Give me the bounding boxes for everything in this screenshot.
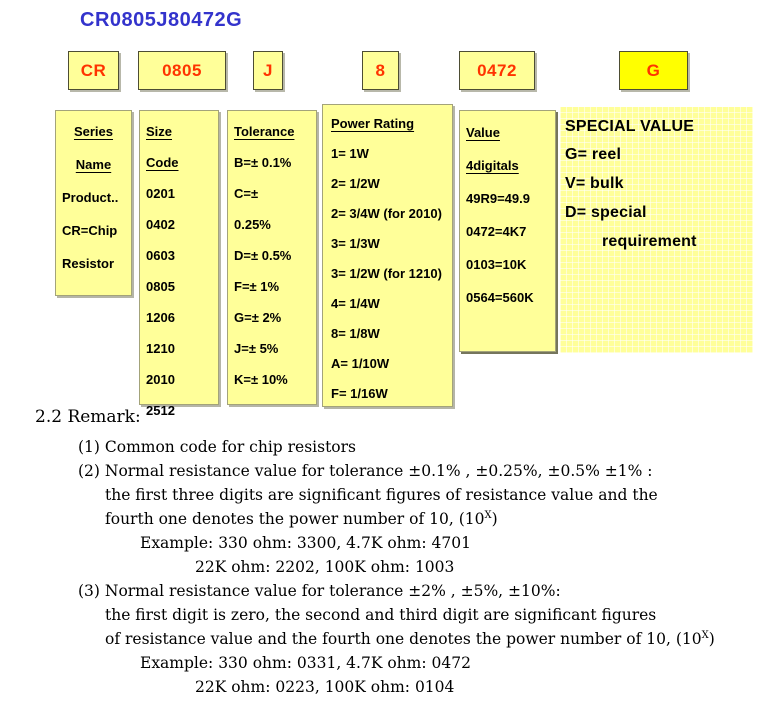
remark-line: (2) Normal resistance value for tolerance ±0.1% , ±0.25%, ±0.5% ±1% : bbox=[78, 462, 653, 480]
special-value-panel bbox=[560, 107, 753, 353]
value-panel-headers bbox=[460, 116, 555, 182]
panel-item: 1206 bbox=[146, 310, 175, 325]
code-box-series bbox=[68, 51, 119, 90]
power-panel-items bbox=[323, 139, 452, 409]
special-panel-items bbox=[560, 140, 753, 256]
panel-item: 0201 bbox=[146, 186, 175, 201]
panel-item: 0103=10K bbox=[466, 257, 527, 272]
panel-header: Power Rating bbox=[331, 116, 415, 131]
panel-item: 49R9=49.9 bbox=[466, 191, 530, 206]
panel-item: requirement bbox=[602, 233, 697, 250]
size-code-panel bbox=[139, 110, 219, 418]
panel-item: 8= 1/8W bbox=[331, 326, 380, 341]
panel-item: C=± bbox=[234, 186, 259, 201]
value-panel bbox=[459, 110, 556, 352]
tolerance-panel-items bbox=[228, 147, 316, 395]
code-box-size bbox=[138, 51, 226, 90]
series-panel-items bbox=[56, 181, 131, 280]
panel-header: 4digitals bbox=[466, 158, 519, 173]
remark-line: 22K ohm: 0223, 100K ohm: 0104 bbox=[195, 678, 455, 696]
panel-item: 1= 1W bbox=[331, 146, 369, 161]
panel-item: A= 1/10W bbox=[331, 356, 390, 371]
remark-line-text: of resistance value and the fourth one denotes the power number of 10, (10 bbox=[105, 630, 702, 648]
part-number-title: CR0805J80472G bbox=[80, 9, 243, 31]
remark-line bbox=[35, 507, 755, 531]
panel-item: 4= 1/4W bbox=[331, 296, 380, 311]
panel-item: 0564=560K bbox=[466, 290, 534, 305]
panel-item: 3= 1/2W (for 1210) bbox=[331, 266, 442, 281]
remark-line-text: ) bbox=[491, 510, 498, 528]
code-box-tolerance bbox=[253, 51, 283, 90]
panel-item: D=± 0.5% bbox=[234, 248, 292, 263]
code-box-special-label: G bbox=[646, 60, 661, 80]
remark-line: (3) Normal resistance value for tolerance ±2% , ±5%, ±10%: bbox=[78, 582, 561, 600]
remark-line-text: fourth one denotes the power number of 10, (10 bbox=[105, 510, 485, 528]
remark-line: the first digit is zero, the second and third digit are significant figures bbox=[105, 606, 657, 624]
code-box-tolerance-label: J bbox=[263, 60, 273, 80]
panel-item: V= bulk bbox=[565, 175, 624, 192]
panel-item: 2= 3/4W (for 2010) bbox=[331, 206, 442, 221]
panel-item: 2= 1/2W bbox=[331, 176, 380, 191]
size-panel-headers bbox=[140, 116, 218, 178]
panel-header: Value bbox=[466, 125, 500, 140]
code-box-value-label: 0472 bbox=[477, 60, 517, 80]
panel-header: Name bbox=[75, 157, 112, 172]
code-box-size-label: 0805 bbox=[162, 60, 202, 80]
panel-header: Size bbox=[146, 124, 173, 139]
panel-item: 0805 bbox=[146, 279, 175, 294]
power-panel-headers bbox=[323, 109, 452, 139]
remark-line-text: ) bbox=[708, 630, 715, 648]
panel-item: 3= 1/3W bbox=[331, 236, 380, 251]
remark-heading: 2.2 Remark: bbox=[35, 407, 141, 427]
panel-item: B=± 0.1% bbox=[234, 155, 292, 170]
panel-item: Product.. bbox=[62, 190, 119, 205]
panel-item: 1210 bbox=[146, 341, 175, 356]
panel-item: 0402 bbox=[146, 217, 175, 232]
panel-item: 0472=4K7 bbox=[466, 224, 527, 239]
code-box-power bbox=[362, 51, 399, 90]
power-rating-panel bbox=[322, 104, 453, 407]
panel-header: Tolerance bbox=[234, 124, 295, 139]
panel-item: K=± 10% bbox=[234, 372, 288, 387]
power-exponent: X bbox=[484, 509, 492, 521]
panel-item: Resistor bbox=[62, 256, 115, 271]
series-name-panel bbox=[55, 110, 132, 296]
remark-line: the first three digits are significant figures of resistance value and the bbox=[105, 486, 658, 504]
panel-item: 2010 bbox=[146, 372, 175, 387]
panel-item: 2512 bbox=[146, 403, 175, 418]
panel-header: Code bbox=[146, 155, 179, 170]
remark-line bbox=[35, 627, 755, 651]
remark-line: Example: 330 ohm: 3300, 4.7K ohm: 4701 bbox=[140, 534, 471, 552]
panel-item: G=± 2% bbox=[234, 310, 282, 325]
panel-item: J=± 5% bbox=[234, 341, 279, 356]
remark-line: Example: 330 ohm: 0331, 4.7K ohm: 0472 bbox=[140, 654, 471, 672]
panel-item: CR=Chip bbox=[62, 223, 118, 238]
code-box-special bbox=[619, 51, 688, 90]
panel-item: F= 1/16W bbox=[331, 386, 388, 401]
special-panel-title: SPECIAL VALUE bbox=[565, 118, 695, 135]
power-exponent: X bbox=[701, 629, 709, 641]
tolerance-panel-headers bbox=[228, 116, 316, 147]
panel-item: F=± 1% bbox=[234, 279, 280, 294]
panel-header: Series bbox=[73, 124, 114, 139]
panel-item: 0.25% bbox=[234, 217, 271, 232]
code-box-value bbox=[459, 51, 535, 90]
size-panel-items bbox=[140, 178, 218, 426]
tolerance-panel bbox=[227, 110, 317, 405]
panel-item: D= special bbox=[565, 204, 647, 221]
panel-item: G= reel bbox=[565, 146, 622, 163]
remark-line: (1) Common code for chip resistors bbox=[78, 438, 356, 456]
panel-item: 0603 bbox=[146, 248, 175, 263]
value-panel-items bbox=[460, 182, 555, 314]
remark-section bbox=[35, 406, 755, 699]
remark-line: 22K ohm: 2202, 100K ohm: 1003 bbox=[195, 558, 455, 576]
code-box-power-label: 8 bbox=[375, 60, 386, 80]
series-panel-headers bbox=[56, 115, 131, 181]
code-box-series-label: CR bbox=[80, 60, 107, 80]
